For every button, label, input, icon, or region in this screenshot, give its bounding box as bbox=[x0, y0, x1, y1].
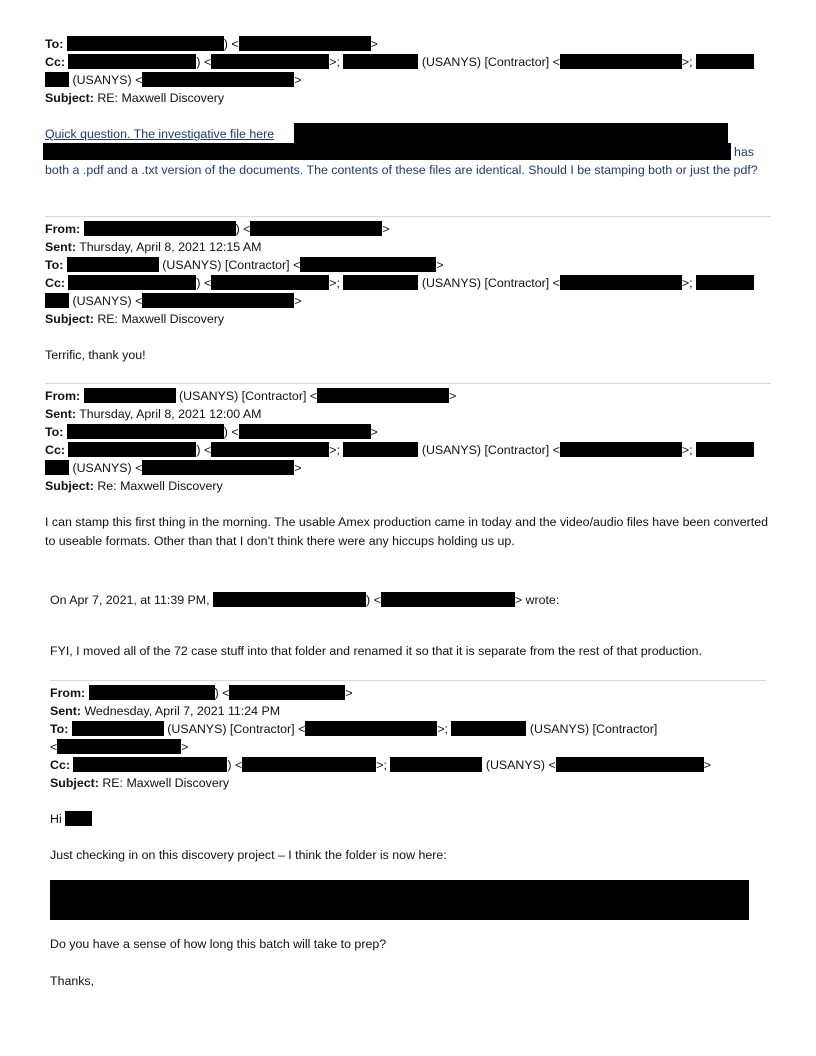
to-label: To: bbox=[45, 37, 64, 51]
redaction bbox=[73, 757, 227, 772]
redaction bbox=[696, 275, 754, 290]
msg4-greeting-line bbox=[50, 810, 92, 828]
redaction bbox=[68, 275, 196, 290]
msg3-body: I can stamp this first thing in the morning. The usable Amex production came in today and the video/audio files have been converted to useable formats. Other than that I don’t think there were any hiccups holding us up. bbox=[45, 515, 768, 548]
sent-label: Sent: bbox=[45, 240, 76, 254]
redaction bbox=[65, 811, 92, 826]
msg1-cc-line: Cc: ) < >; (USANYS) [Contractor] < >; bbox=[45, 53, 754, 71]
redaction bbox=[242, 757, 376, 772]
cc-label: Cc: bbox=[50, 758, 70, 772]
redaction bbox=[560, 442, 682, 457]
redaction bbox=[67, 257, 159, 272]
divider bbox=[45, 383, 771, 384]
redaction bbox=[213, 592, 366, 607]
redaction bbox=[250, 221, 382, 236]
redaction bbox=[696, 54, 754, 69]
msg4-subject-line bbox=[50, 774, 229, 792]
redaction bbox=[343, 275, 418, 290]
msg1-cc-line-2: (USANYS) < > bbox=[45, 71, 302, 89]
msg1-subject-line bbox=[45, 89, 224, 107]
redaction bbox=[45, 293, 69, 308]
divider bbox=[50, 680, 766, 681]
redaction bbox=[229, 685, 345, 700]
redaction bbox=[45, 460, 69, 475]
msg4-sent-line bbox=[50, 702, 280, 720]
msg3-subject: Re: Maxwell Discovery bbox=[97, 479, 223, 493]
redaction bbox=[211, 54, 329, 69]
from-label: From: bbox=[45, 389, 81, 403]
quote-wrote: > wrote: bbox=[514, 593, 560, 607]
redaction bbox=[57, 739, 181, 754]
cc-label: Cc: bbox=[45, 276, 65, 290]
redaction bbox=[142, 460, 294, 475]
msg2-sent-line bbox=[45, 238, 262, 256]
sent-label: Sent: bbox=[45, 407, 76, 421]
redaction bbox=[294, 123, 728, 143]
subject-label: Subject: bbox=[50, 776, 99, 790]
msg3-sent-line bbox=[45, 405, 262, 423]
msg2-subject: RE: Maxwell Discovery bbox=[97, 312, 225, 326]
redaction bbox=[305, 721, 437, 736]
redaction bbox=[556, 757, 704, 772]
msg1-body-text: both a .pdf and a .txt version of the documents. The contents of these files are identical. Should I be stamping both or just the pdf? bbox=[45, 163, 758, 177]
msg1-to-line: To: ) < > bbox=[45, 37, 378, 51]
redaction bbox=[211, 442, 329, 457]
to-label: To: bbox=[45, 258, 64, 272]
redaction bbox=[300, 257, 436, 272]
to-label: To: bbox=[50, 722, 69, 736]
quote-attribution-line: On Apr 7, 2021, at 11:39 PM, ) < > wrote: bbox=[50, 593, 560, 607]
msg3-sent-date: Thursday, April 8, 2021 12:00 AM bbox=[79, 407, 262, 421]
msg4-greeting: Hi bbox=[50, 812, 62, 826]
msg4-to-line: To: (USANYS) [Contractor] < >; (USANYS) [Contractor] bbox=[50, 722, 658, 736]
msg4-from-line: From: ) < > bbox=[50, 686, 353, 700]
redaction bbox=[68, 54, 196, 69]
msg4-to-line-2: < > bbox=[50, 740, 189, 754]
quote-body: FYI, I moved all of the 72 case stuff into that folder and renamed it so that it is separate from the rest of that production. bbox=[50, 644, 703, 658]
redaction bbox=[142, 72, 294, 87]
msg4-sent-date: Wednesday, April 7, 2021 11:24 PM bbox=[84, 704, 281, 718]
cc-label: Cc: bbox=[45, 443, 65, 457]
msg2-sent-date: Thursday, April 8, 2021 12:15 AM bbox=[79, 240, 262, 254]
redaction bbox=[67, 36, 224, 51]
msg3-from-line: From: (USANYS) [Contractor] < > bbox=[45, 389, 457, 403]
cc-label: Cc: bbox=[45, 55, 65, 69]
msg4-line-1: Just checking in on this discovery project – I think the folder is now here: bbox=[50, 848, 447, 862]
redaction bbox=[696, 442, 754, 457]
redaction bbox=[239, 36, 371, 51]
msg3-to-line: To: ) < > bbox=[45, 425, 378, 439]
msg4-subject: RE: Maxwell Discovery bbox=[102, 776, 230, 790]
divider bbox=[45, 216, 771, 217]
msg3-cc-line: Cc: ) < >; (USANYS) [Contractor] < >; bbox=[45, 441, 754, 459]
msg2-body: Terrific, thank you! bbox=[45, 348, 146, 362]
redaction bbox=[381, 592, 515, 607]
redaction bbox=[142, 293, 294, 308]
investigative-file-link[interactable]: Quick question. The investigative file here bbox=[45, 127, 275, 141]
msg4-cc-line: Cc: ) < >; (USANYS) < > bbox=[50, 758, 711, 772]
redaction bbox=[89, 685, 215, 700]
redaction bbox=[343, 54, 418, 69]
msg3-cc-line-2: (USANYS) < > bbox=[45, 459, 302, 477]
redaction bbox=[67, 424, 224, 439]
from-label: From: bbox=[50, 686, 86, 700]
redaction bbox=[211, 275, 329, 290]
redaction bbox=[560, 54, 682, 69]
redaction bbox=[43, 143, 731, 160]
msg1-subject: RE: Maxwell Discovery bbox=[97, 91, 225, 105]
msg1-body-has: has bbox=[734, 145, 754, 159]
redaction bbox=[68, 442, 196, 457]
redaction bbox=[84, 221, 236, 236]
sent-label: Sent: bbox=[50, 704, 81, 718]
msg4-signoff: Thanks, bbox=[50, 974, 95, 988]
msg3-subject-line bbox=[45, 477, 223, 495]
subject-label: Subject: bbox=[45, 91, 94, 105]
msg2-cc-line: Cc: ) < >; (USANYS) [Contractor] < >; bbox=[45, 274, 754, 292]
msg2-to-line: To: (USANYS) [Contractor] < > bbox=[45, 258, 444, 272]
redaction bbox=[317, 388, 449, 403]
redaction bbox=[50, 880, 749, 920]
redaction bbox=[560, 275, 682, 290]
redaction bbox=[45, 72, 69, 87]
msg1-body-line-1 bbox=[45, 125, 274, 143]
msg2-from-line: From: ) < > bbox=[45, 222, 390, 236]
redaction bbox=[343, 442, 418, 457]
subject-label: Subject: bbox=[45, 479, 94, 493]
from-label: From: bbox=[45, 222, 81, 236]
quote-on-prefix: On Apr 7, 2021, at 11:39 PM, bbox=[50, 593, 210, 607]
msg2-subject-line bbox=[45, 310, 224, 328]
redaction bbox=[84, 388, 176, 403]
redaction bbox=[390, 757, 482, 772]
msg4-line-2: Do you have a sense of how long this batch will take to prep? bbox=[50, 937, 387, 951]
redaction bbox=[451, 721, 526, 736]
msg2-cc-line-2: (USANYS) < > bbox=[45, 292, 302, 310]
redaction bbox=[239, 424, 371, 439]
redaction bbox=[72, 721, 164, 736]
to-label: To: bbox=[45, 425, 64, 439]
subject-label: Subject: bbox=[45, 312, 94, 326]
